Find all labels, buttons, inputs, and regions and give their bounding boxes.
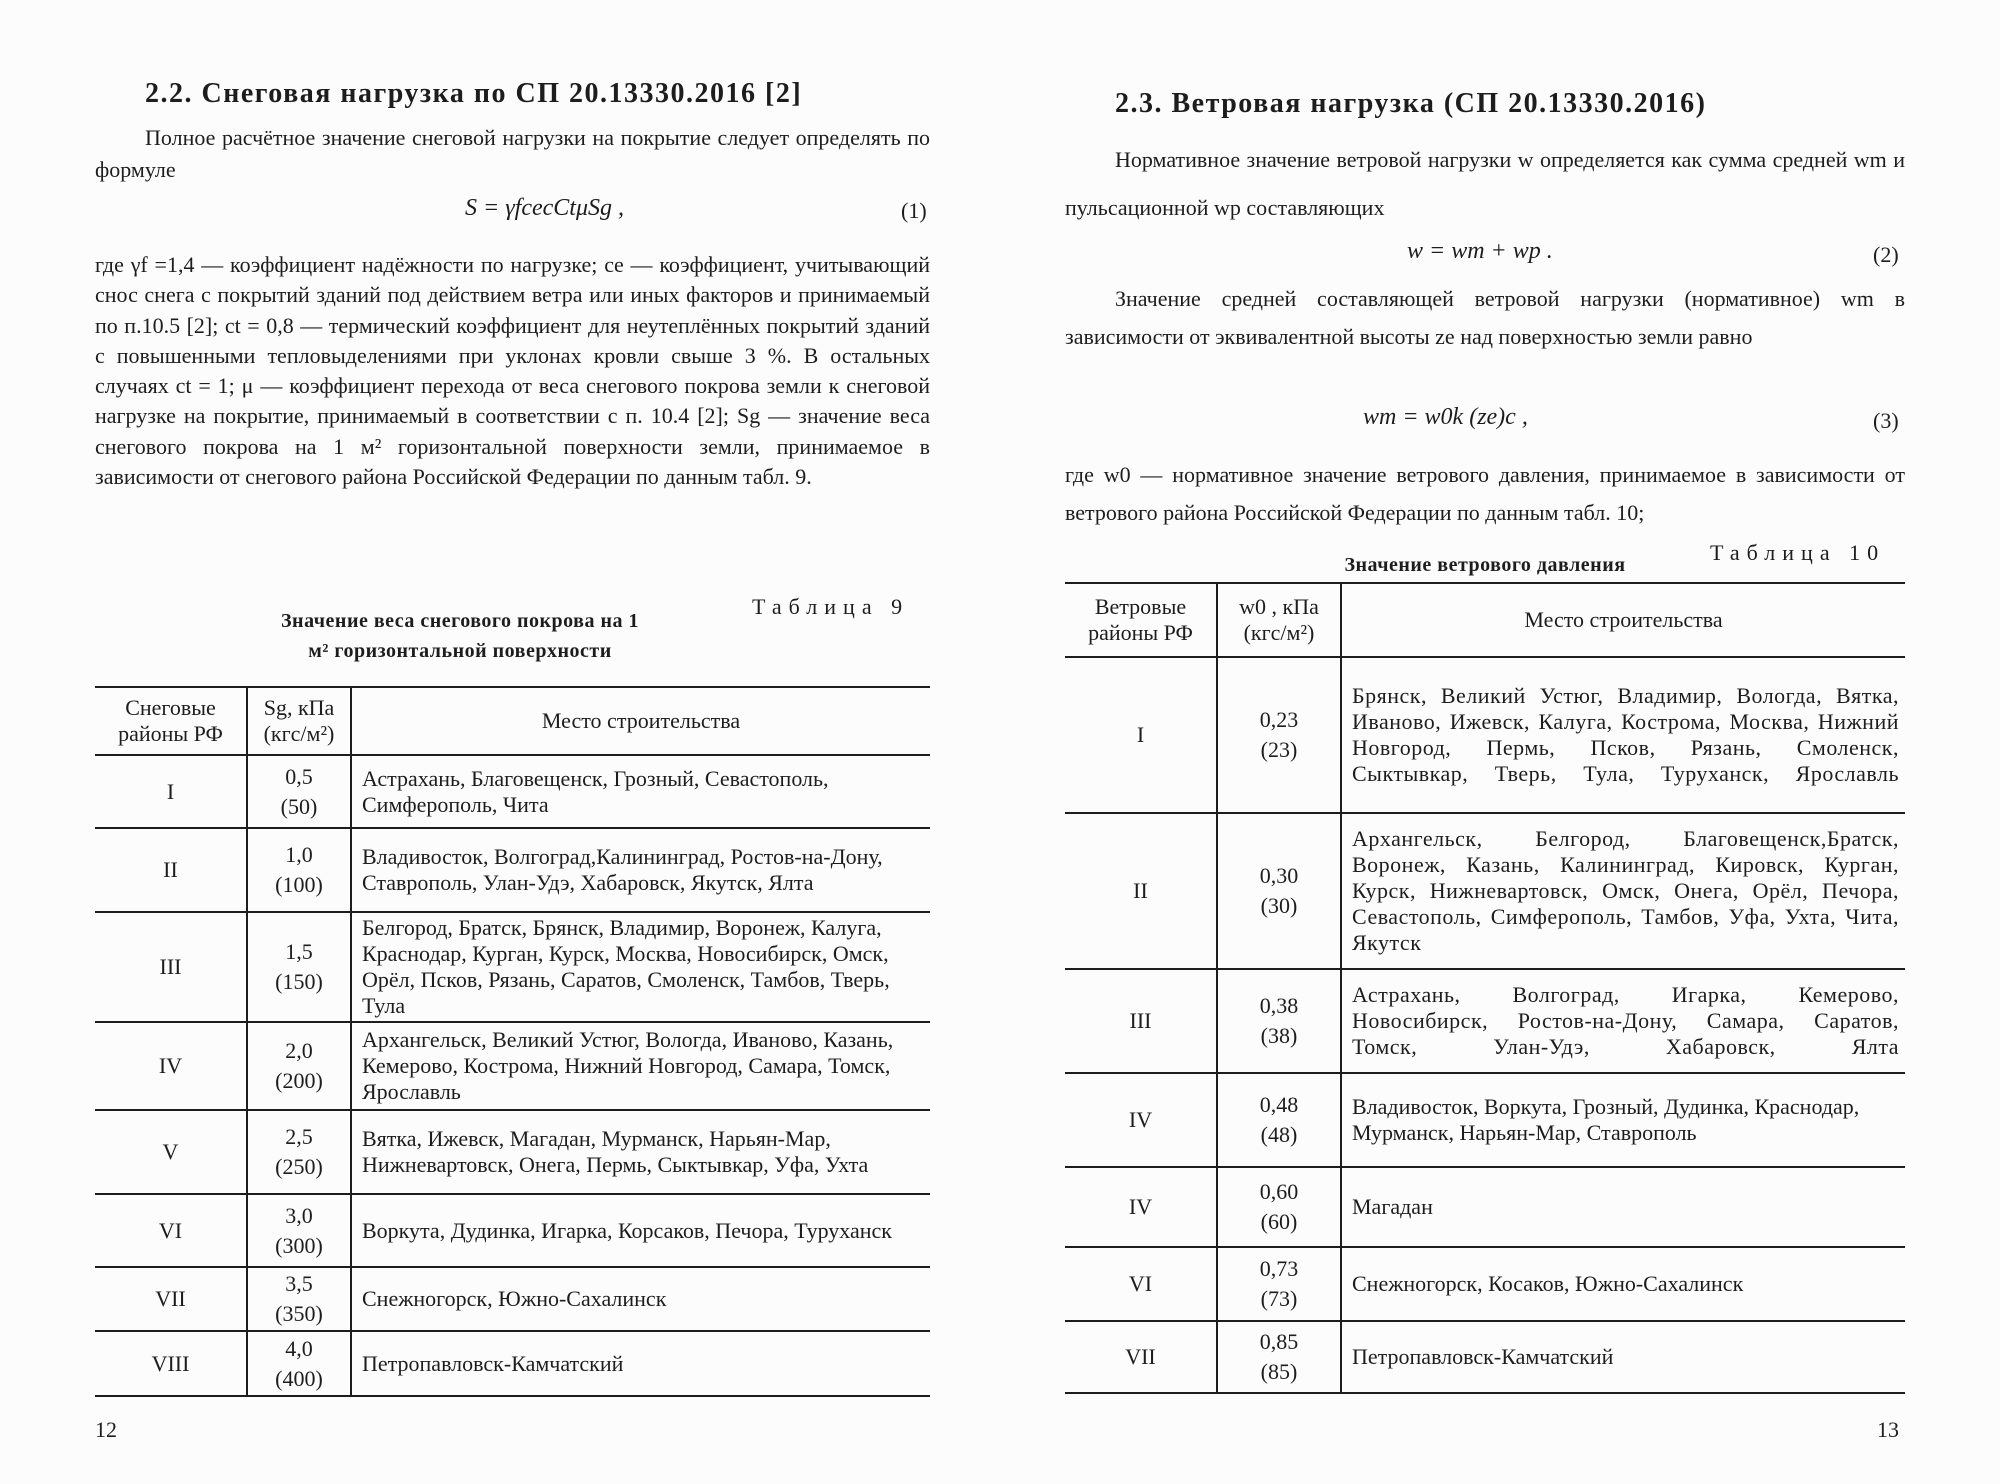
table-title: Значение веса снегового покрова на 1 м² горизонтальной поверхности [280,610,639,662]
region-cell: IV [1128,1194,1153,1219]
region-cell: VII [155,1286,186,1311]
table-row [1065,1321,1905,1393]
region-cell: VIII [151,1350,190,1376]
place-cell: Снежногорск, Косаков, Южно-Сахалинск [1341,1247,1905,1321]
table-row [1065,969,1905,1073]
place-cell: Вятка, Ижевск, Магадан, Мурманск, Нарьян-Мар, Нижневартовск, Онега, Пермь, Сыктывкар, Уфа, Ухта [351,1110,930,1194]
intro-paragraph: Нормативное значение ветровой нагрузки w определяется как сумма средней wm и пульсационной wp составляющих [1065,147,1905,220]
value-cell: 0,5 (50) [247,755,351,828]
table-row [1065,813,1905,969]
table-row [1065,1247,1905,1321]
value-cell: 0,23 (23) [1217,657,1341,813]
value-cell: 0,48 (48) [1217,1073,1341,1167]
snow-load-table [95,686,930,1397]
table-row [1065,1073,1905,1167]
header-place: Место строительства [351,687,930,755]
right-page [1065,0,1905,1484]
region-cell: IV [158,1053,183,1078]
value-cell: 1,0 (100) [247,828,351,912]
place-cell: Владивосток, Воркута, Грозный, Дудинка, Краснодар, Мурманск, Нарьян-Мар, Ставрополь [1341,1073,1905,1167]
table-label: Таблица 10 [1710,540,1886,565]
region-cell: V [162,1139,179,1164]
mean-component-paragraph: Значение средней составляющей ветровой нагрузки (нормативное) wm в зависимости от эквивалентной высоты ze над поверхностью земли равно [1065,286,1905,349]
value-cell: 0,85 (85) [1217,1321,1341,1393]
region-cell: VI [158,1217,183,1243]
table-title: Значение ветрового давления [1344,554,1626,576]
region-cell: II [1133,878,1148,903]
formula-3-number: (3) [1873,408,1899,433]
table-row [95,1331,930,1396]
section-heading: 2.3. Ветровая нагрузка (СП 20.13330.2016) [1115,88,1707,119]
table-row [95,755,930,828]
formula-2-number: (2) [1873,242,1899,267]
region-cell: III [1129,1008,1152,1033]
value-cell: 4,0 (400) [247,1331,351,1396]
place-cell: Белгород, Братск, Брянск, Владимир, Воронеж, Калуга, Краснодар, Курган, Курск, Москва, Новосибирск, Омск, Орёл, Псков, Рязань, Саратов, Смоленск, Тамбов, Тверь, Тула [351,912,930,1022]
table-row [1065,1167,1905,1247]
region-cell: III [159,954,182,979]
formula-1: S = γfcecCtμSg , [465,195,624,221]
value-cell: 2,0 (200) [247,1022,351,1110]
formula-2: w = wm + wp . [1407,238,1553,264]
place-cell: Архангельск, Великий Устюг, Вологда, Иваново, Казань, Кемерово, Кострома, Нижний Новгород, Самара, Томск, Ярославль [351,1022,930,1110]
table-row [95,912,930,1022]
table-label: Таблица 9 [752,594,910,619]
place-cell: Петропавловск-Камчатский [1341,1321,1905,1393]
region-cell: IV [1128,1107,1153,1132]
header-region: Снеговые районы РФ [118,695,223,746]
table-row [95,1022,930,1110]
value-cell: 0,60 (60) [1217,1167,1341,1247]
left-page [95,0,930,1484]
place-cell: Брянск, Великий Устюг, Владимир, Вологда, Вятка, Иваново, Ижевск, Калуга, Кострома, Москва, Нижний Новгород, Пермь, Псков, Рязань, Смоленск, Сыктывкар, Тверь, Тула, Туруханск, Ярославль [1341,657,1905,813]
value-cell: 3,0 (300) [247,1194,351,1267]
region-cell: I [166,778,175,804]
header-region: Ветровые районы РФ [1088,594,1193,645]
value-cell: 0,38 (38) [1217,969,1341,1073]
place-cell: Магадан [1341,1167,1905,1247]
header-value: w0 , кПа (кгс/м²) [1217,583,1341,657]
table-row [95,1194,930,1267]
region-cell: I [1136,722,1145,747]
region-cell: II [163,857,178,882]
place-cell: Астрахань, Волгоград, Игарка, Кемерово, Новосибирск, Ростов-на-Дону, Самара, Саратов, Томск, Улан-Удэ, Хабаровск, Ялта [1341,969,1905,1073]
value-cell: 0,73 (73) [1217,1247,1341,1321]
place-cell: Архангельск, Белгород, Благовещенск,Братск, Воронеж, Казань, Калининград, Кировск, Курган, Курск, Нижневартовск, Омск, Онега, Орёл, Печора, Севастополь, Симферополь, Тамбов, Уфа, Ухта, Чита, Якутск [1341,813,1905,969]
intro-paragraph: Полное расчётное значение снеговой нагрузки на покрытие следует определять по формуле [95,125,930,182]
region-cell: VI [1128,1271,1153,1296]
formula-number: (1) [901,198,927,223]
table-row [1065,657,1905,813]
page-number: 12 [95,1417,117,1442]
place-cell: Воркута, Дудинка, Игарка, Корсаков, Печора, Туруханск [351,1194,930,1267]
place-cell: Владивосток, Волгоград,Калининград, Ростов-на-Дону, Ставрополь, Улан-Удэ, Хабаровск, Якутск, Ялта [351,828,930,912]
explanation-paragraph: где w0 — нормативное значение ветрового давления, принимаемое в зависимости от ветрового района Российской Федерации по данным табл. 10; [1065,462,1905,525]
table-row [95,1267,930,1331]
value-cell: 3,5 (350) [247,1267,351,1331]
formula-3: wm = w0k (ze)c , [1363,404,1528,430]
value-cell: 2,5 (250) [247,1110,351,1194]
value-cell: 1,5 (150) [247,912,351,1022]
page-number: 13 [1877,1417,1899,1442]
place-cell: Астрахань, Благовещенск, Грозный, Севастополь, Симферополь, Чита [351,755,930,828]
section-heading: 2.2. Снеговая нагрузка по СП 20.13330.2016 [2] [145,78,803,109]
place-cell: Снежногорск, Южно-Сахалинск [351,1267,930,1331]
place-cell: Петропавловск-Камчатский [351,1331,930,1396]
explanation-paragraph: где γf =1,4 — коэффициент надёжности по нагрузке; ce — коэффициент, учитывающий снос снега с покрытий зданий под действием ветра или иных факторов и принимаемый по п.10.5 [2]; ct = 0,8 — термический коэффициент для неутеплённых покрытий зданий с повышенными тепловыделениями при уклонах кровли свыше 3 %. В остальных случаях ct = 1; μ — коэффициент перехода от веса снегового покрова земли к снеговой нагрузке на покрытие, принимаемый в соответствии с п. 10.4 [2]; Sg — значение веса снегового покрова на 1 м² горизонтальной поверхности земли, принимаемое в зависимости от снегового района Российской Федерации по данным табл. 9. [95,252,930,490]
table-row [95,1110,930,1194]
header-value: Sg, кПа (кгс/м²) [247,687,351,755]
wind-pressure-table [1065,582,1905,1394]
region-cell: VII [1125,1344,1156,1369]
table-row [95,828,930,912]
value-cell: 0,30 (30) [1217,813,1341,969]
header-place: Место строительства [1341,583,1905,657]
